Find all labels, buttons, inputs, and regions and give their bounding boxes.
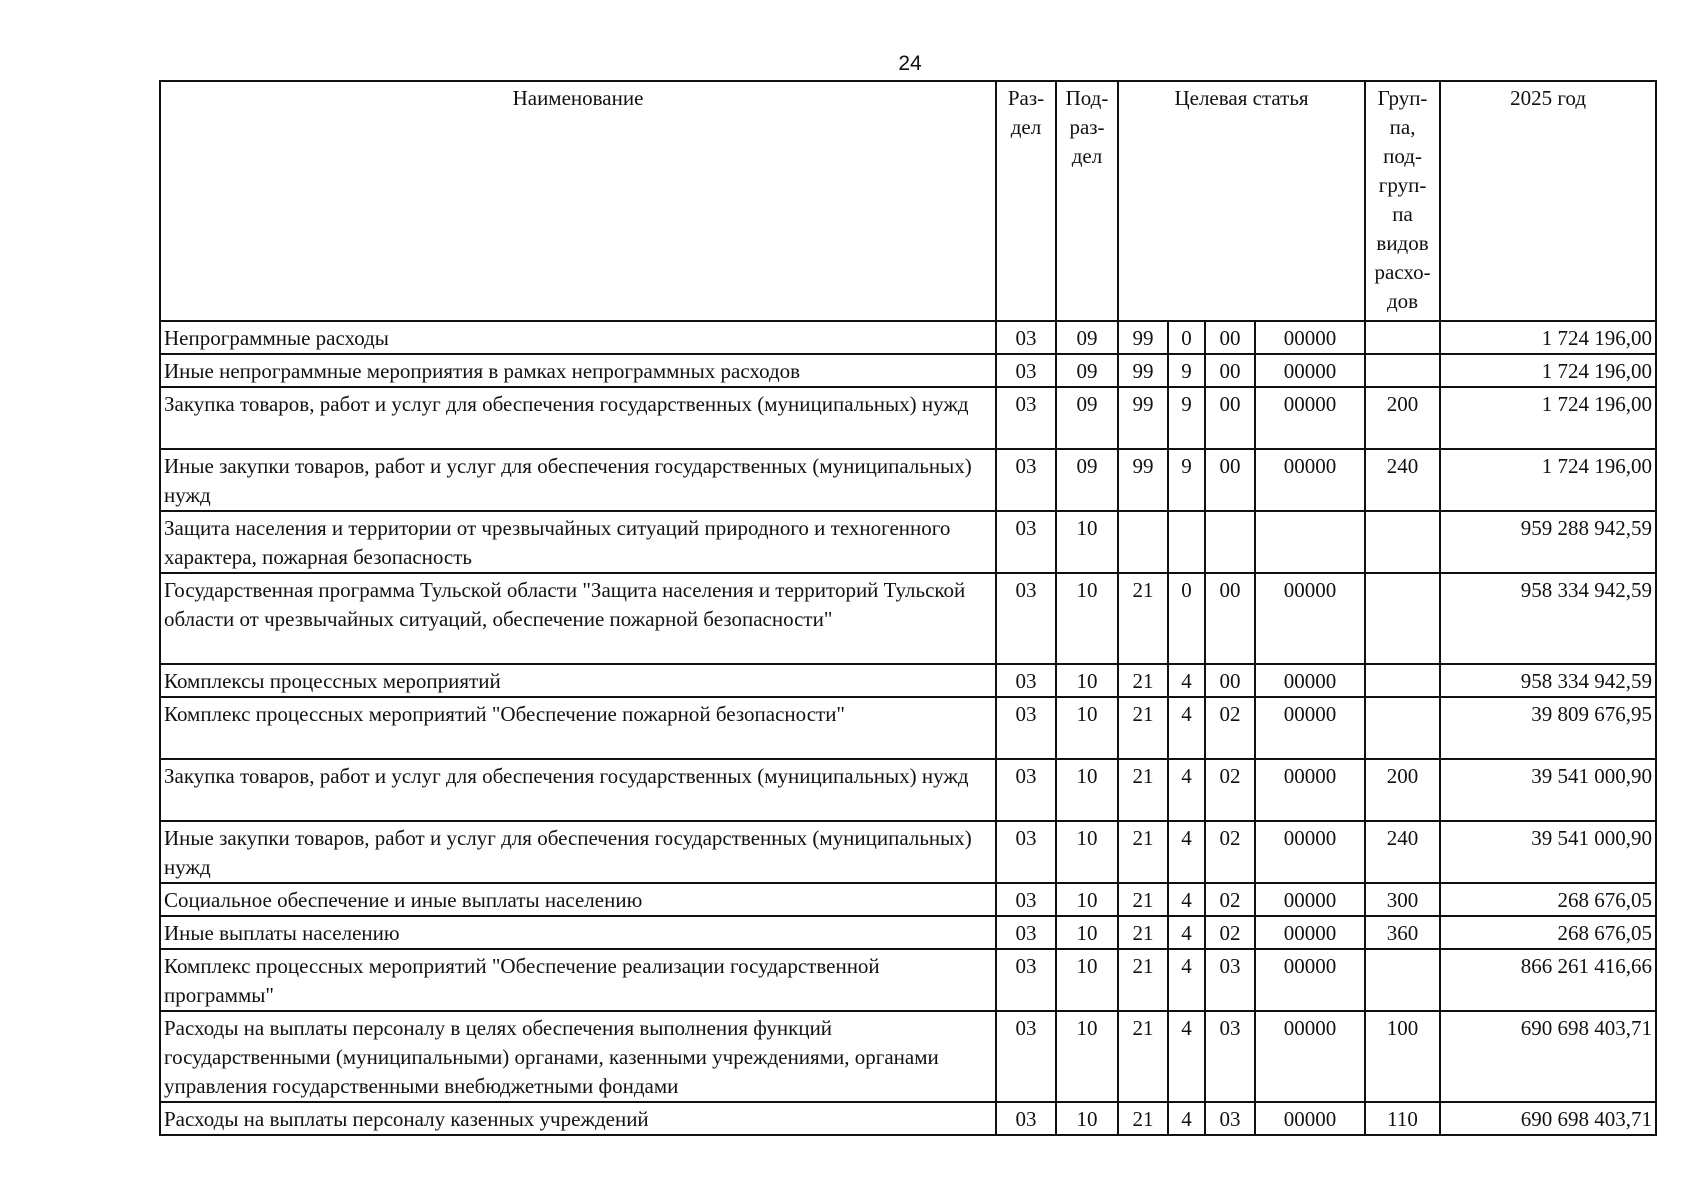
header-year: 2025 год (1440, 81, 1656, 321)
header-line: расхо- (1374, 260, 1431, 284)
header-group (1365, 81, 1440, 321)
row-razdel: 03 (996, 883, 1056, 916)
row-target-type: 0 (1168, 321, 1205, 354)
row-target-code: 00000 (1255, 449, 1365, 511)
row-target-code: 00000 (1255, 664, 1365, 697)
row-amount: 1 724 196,00 (1440, 449, 1656, 511)
row-target-type: 9 (1168, 449, 1205, 511)
header-podrazdel (1056, 81, 1118, 321)
row-razdel: 03 (996, 759, 1056, 821)
row-name: Иные закупки товаров, работ и услуг для обеспечения государственных (муниципальных) нужд (160, 449, 996, 511)
header-line: дел (1071, 144, 1103, 168)
row-razdel: 03 (996, 821, 1056, 883)
row-name: Комплекс процессных мероприятий "Обеспечение реализации государственной программы" (160, 949, 996, 1011)
row-target-code: 00000 (1255, 949, 1365, 1011)
row-amount: 39 809 676,95 (1440, 697, 1656, 759)
row-name: Закупка товаров, работ и услуг для обеспечения государственных (муниципальных) нужд (160, 387, 996, 449)
row-target-code: 00000 (1255, 1011, 1365, 1102)
row-target-program: 21 (1118, 697, 1168, 759)
header-line: Под- (1065, 86, 1109, 110)
row-target-type: 4 (1168, 949, 1205, 1011)
row-target-direction: 02 (1205, 821, 1255, 883)
row-target-code: 00000 (1255, 759, 1365, 821)
row-target-code: 00000 (1255, 883, 1365, 916)
table-row (160, 949, 1656, 1011)
row-group (1365, 573, 1440, 664)
row-target-direction: 03 (1205, 1102, 1255, 1135)
header-razdel (996, 81, 1056, 321)
budget-table (159, 80, 1657, 1136)
row-name: Комплексы процессных мероприятий (160, 664, 996, 697)
row-amount: 268 676,05 (1440, 883, 1656, 916)
row-target-program: 21 (1118, 573, 1168, 664)
row-target-program: 21 (1118, 1102, 1168, 1135)
row-podrazdel: 10 (1056, 1102, 1118, 1135)
row-target-direction: 03 (1205, 1011, 1255, 1102)
row-target-direction (1205, 511, 1255, 573)
row-group (1365, 697, 1440, 759)
row-target-type: 4 (1168, 1102, 1205, 1135)
header-line: видов (1376, 231, 1429, 255)
table-row (160, 321, 1656, 354)
row-podrazdel: 09 (1056, 354, 1118, 387)
row-target-type: 9 (1168, 387, 1205, 449)
row-razdel: 03 (996, 1011, 1056, 1102)
row-amount: 39 541 000,90 (1440, 759, 1656, 821)
row-group: 240 (1365, 449, 1440, 511)
header-line: груп- (1378, 173, 1427, 197)
row-group (1365, 321, 1440, 354)
row-name: Закупка товаров, работ и услуг для обеспечения государственных (муниципальных) нужд (160, 759, 996, 821)
row-target-direction: 02 (1205, 883, 1255, 916)
row-amount: 958 334 942,59 (1440, 573, 1656, 664)
row-target-type: 0 (1168, 573, 1205, 664)
row-name: Расходы на выплаты персоналу в целях обеспечения выполнения функций государственными (муниципальными) органами, казенными учреждениями, органами управления государственными внебюджетными фондами (160, 1011, 996, 1102)
row-razdel: 03 (996, 387, 1056, 449)
row-name: Непрограммные расходы (160, 321, 996, 354)
row-target-direction: 02 (1205, 697, 1255, 759)
row-group: 110 (1365, 1102, 1440, 1135)
row-name: Расходы на выплаты персоналу казенных учреждений (160, 1102, 996, 1135)
row-target-type: 4 (1168, 1011, 1205, 1102)
header-line: Раз- (1007, 86, 1045, 110)
row-target-direction: 00 (1205, 449, 1255, 511)
row-podrazdel: 10 (1056, 697, 1118, 759)
row-razdel: 03 (996, 449, 1056, 511)
table-row (160, 573, 1656, 664)
row-razdel: 03 (996, 664, 1056, 697)
table-row (160, 883, 1656, 916)
row-razdel: 03 (996, 1102, 1056, 1135)
row-podrazdel: 10 (1056, 573, 1118, 664)
row-target-direction: 00 (1205, 354, 1255, 387)
row-razdel: 03 (996, 573, 1056, 664)
row-target-code: 00000 (1255, 697, 1365, 759)
page-number: 24 (898, 52, 922, 75)
row-target-program: 99 (1118, 387, 1168, 449)
header-line: па (1392, 202, 1413, 226)
header-row (160, 81, 1656, 321)
row-podrazdel: 10 (1056, 883, 1118, 916)
row-target-program (1118, 511, 1168, 573)
row-group (1365, 664, 1440, 697)
row-podrazdel: 09 (1056, 449, 1118, 511)
header-line: раз- (1069, 115, 1105, 139)
row-target-code: 00000 (1255, 387, 1365, 449)
row-target-program: 21 (1118, 821, 1168, 883)
row-target-type: 4 (1168, 916, 1205, 949)
row-target-direction: 00 (1205, 664, 1255, 697)
row-razdel: 03 (996, 511, 1056, 573)
table-row (160, 1102, 1656, 1135)
table-row (160, 759, 1656, 821)
row-amount: 866 261 416,66 (1440, 949, 1656, 1011)
row-target-program: 21 (1118, 664, 1168, 697)
header-name: Наименование (160, 81, 996, 321)
row-amount: 39 541 000,90 (1440, 821, 1656, 883)
row-amount: 268 676,05 (1440, 916, 1656, 949)
row-podrazdel: 09 (1056, 387, 1118, 449)
table-row (160, 387, 1656, 449)
row-podrazdel: 10 (1056, 664, 1118, 697)
row-razdel: 03 (996, 949, 1056, 1011)
row-group (1365, 511, 1440, 573)
table-row (160, 449, 1656, 511)
row-target-program: 21 (1118, 916, 1168, 949)
row-target-program: 21 (1118, 1011, 1168, 1102)
row-target-direction: 00 (1205, 321, 1255, 354)
row-target-direction: 02 (1205, 916, 1255, 949)
row-target-program: 99 (1118, 354, 1168, 387)
row-target-type: 4 (1168, 883, 1205, 916)
table-row (160, 664, 1656, 697)
row-target-program: 21 (1118, 883, 1168, 916)
row-name: Иные непрограммные мероприятия в рамках непрограммных расходов (160, 354, 996, 387)
row-target-direction: 00 (1205, 573, 1255, 664)
row-group: 200 (1365, 387, 1440, 449)
table-row (160, 697, 1656, 759)
row-amount: 690 698 403,71 (1440, 1102, 1656, 1135)
row-razdel: 03 (996, 916, 1056, 949)
table-row (160, 1011, 1656, 1102)
row-podrazdel: 10 (1056, 916, 1118, 949)
row-group (1365, 949, 1440, 1011)
row-target-code: 00000 (1255, 1102, 1365, 1135)
row-target-program: 99 (1118, 321, 1168, 354)
header-target: Целевая статья (1118, 81, 1365, 321)
row-target-type (1168, 511, 1205, 573)
header-line: дов (1386, 289, 1419, 313)
row-target-type: 4 (1168, 697, 1205, 759)
row-target-type: 4 (1168, 664, 1205, 697)
row-target-code (1255, 511, 1365, 573)
row-target-code: 00000 (1255, 821, 1365, 883)
row-podrazdel: 10 (1056, 1011, 1118, 1102)
row-target-direction: 02 (1205, 759, 1255, 821)
row-group: 360 (1365, 916, 1440, 949)
row-podrazdel: 09 (1056, 321, 1118, 354)
table-row (160, 821, 1656, 883)
row-group (1365, 354, 1440, 387)
table-row (160, 511, 1656, 573)
row-target-program: 21 (1118, 949, 1168, 1011)
row-name: Комплекс процессных мероприятий "Обеспечение пожарной безопасности" (160, 697, 996, 759)
row-target-code: 00000 (1255, 354, 1365, 387)
row-target-type: 4 (1168, 821, 1205, 883)
row-podrazdel: 10 (1056, 821, 1118, 883)
row-amount: 1 724 196,00 (1440, 387, 1656, 449)
row-amount: 1 724 196,00 (1440, 354, 1656, 387)
header-line: Груп- (1377, 86, 1428, 110)
row-target-type: 4 (1168, 759, 1205, 821)
row-target-code: 00000 (1255, 573, 1365, 664)
row-target-code: 00000 (1255, 916, 1365, 949)
row-name: Иные выплаты населению (160, 916, 996, 949)
row-amount: 1 724 196,00 (1440, 321, 1656, 354)
row-name: Защита населения и территории от чрезвычайных ситуаций природного и техногенного характера, пожарная безопасность (160, 511, 996, 573)
row-target-type: 9 (1168, 354, 1205, 387)
row-target-code: 00000 (1255, 321, 1365, 354)
row-group: 200 (1365, 759, 1440, 821)
row-name: Государственная программа Тульской области "Защита населения и территорий Тульской области от чрезвычайных ситуаций, обеспечение пожарной безопасности" (160, 573, 996, 664)
header-line: па, (1389, 115, 1416, 139)
row-razdel: 03 (996, 697, 1056, 759)
table-row (160, 354, 1656, 387)
row-podrazdel: 10 (1056, 949, 1118, 1011)
row-target-program: 21 (1118, 759, 1168, 821)
row-amount: 958 334 942,59 (1440, 664, 1656, 697)
row-target-direction: 03 (1205, 949, 1255, 1011)
row-name: Социальное обеспечение и иные выплаты населению (160, 883, 996, 916)
header-line: под- (1383, 144, 1422, 168)
row-group: 240 (1365, 821, 1440, 883)
table-row (160, 916, 1656, 949)
row-target-program: 99 (1118, 449, 1168, 511)
row-podrazdel: 10 (1056, 511, 1118, 573)
row-target-direction: 00 (1205, 387, 1255, 449)
row-group: 100 (1365, 1011, 1440, 1102)
row-name: Иные закупки товаров, работ и услуг для обеспечения государственных (муниципальных) нужд (160, 821, 996, 883)
row-podrazdel: 10 (1056, 759, 1118, 821)
row-razdel: 03 (996, 354, 1056, 387)
row-amount: 959 288 942,59 (1440, 511, 1656, 573)
row-amount: 690 698 403,71 (1440, 1011, 1656, 1102)
header-line: дел (1010, 115, 1042, 139)
row-group: 300 (1365, 883, 1440, 916)
row-razdel: 03 (996, 321, 1056, 354)
